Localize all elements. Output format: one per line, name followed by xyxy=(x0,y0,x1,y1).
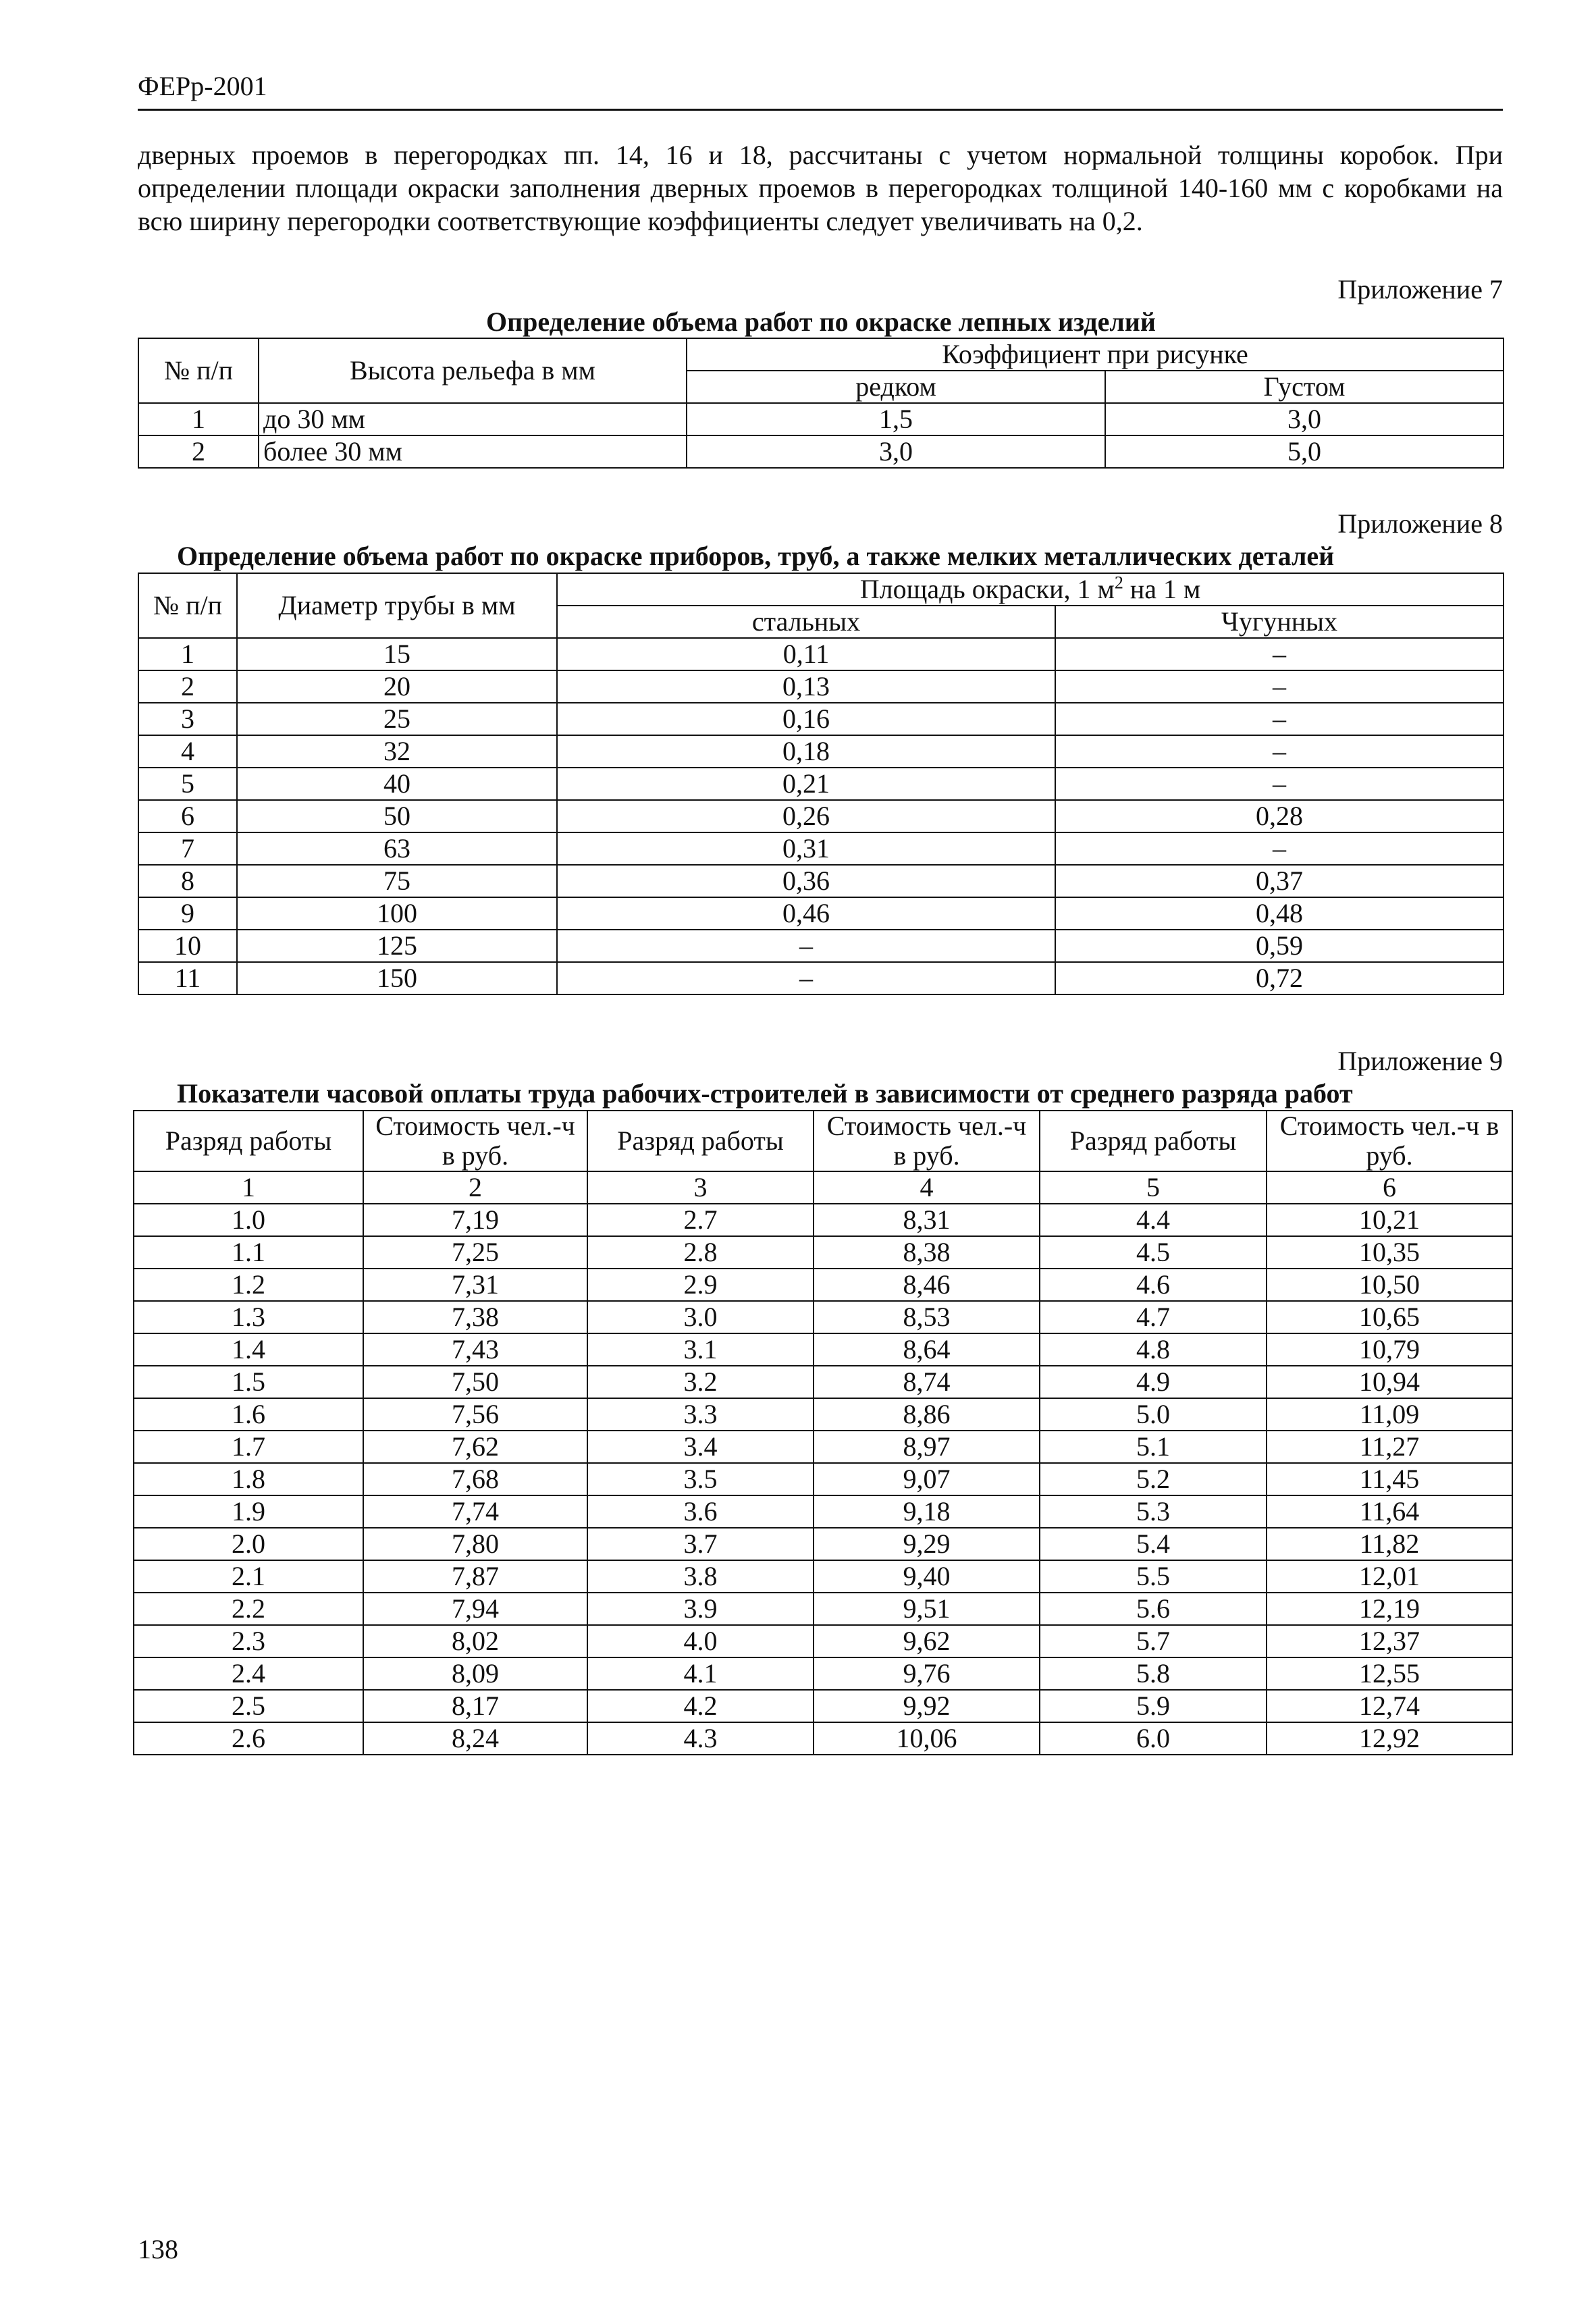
cell-rare: 3,0 xyxy=(687,435,1105,468)
cell-grade: 5.3 xyxy=(1040,1495,1267,1528)
cell-number: 1 xyxy=(138,403,259,435)
cell-cost: 8,97 xyxy=(814,1431,1040,1463)
col-header-steel: стальных xyxy=(557,606,1055,638)
cell-cost: 7,31 xyxy=(363,1269,587,1301)
appendix-8-label: Приложение 8 xyxy=(1337,508,1503,539)
column-number: 1 xyxy=(134,1171,363,1204)
col-header-painting-area: Площадь окраски, 1 $м^2$ на 1 м xyxy=(557,573,1504,606)
cell-grade: 3.8 xyxy=(587,1560,814,1593)
cell-grade: 5.2 xyxy=(1040,1463,1267,1495)
cell-grade: 5.9 xyxy=(1040,1690,1267,1722)
column-number: 6 xyxy=(1267,1171,1512,1204)
cell-dense: 3,0 xyxy=(1105,403,1504,435)
column-number: 2 xyxy=(363,1171,587,1204)
cell-grade: 1.3 xyxy=(134,1301,363,1333)
cell-steel: – xyxy=(557,962,1055,994)
table-row xyxy=(134,1528,1512,1560)
cell-cost: 8,24 xyxy=(363,1722,587,1755)
cell-cost: 11,82 xyxy=(1267,1528,1512,1560)
cell-grade: 5.0 xyxy=(1040,1398,1267,1431)
cell-cost: 8,74 xyxy=(814,1366,1040,1398)
cell-grade: 6.0 xyxy=(1040,1722,1267,1755)
col-header-cost-2: Стоимость чел.-ч в руб. xyxy=(814,1111,1040,1171)
cell-steel: 0,16 xyxy=(557,703,1055,735)
cell-cost: 12,55 xyxy=(1267,1657,1512,1690)
cell-cost: 7,87 xyxy=(363,1560,587,1593)
cell-cast-iron: – xyxy=(1055,703,1504,735)
cell-cost: 7,38 xyxy=(363,1301,587,1333)
cell-cost: 7,50 xyxy=(363,1366,587,1398)
cell-grade: 2.2 xyxy=(134,1593,363,1625)
cell-cost: 7,80 xyxy=(363,1528,587,1560)
cell-cost: 8,38 xyxy=(814,1236,1040,1269)
table-row xyxy=(138,638,1504,670)
cell-grade: 1.2 xyxy=(134,1269,363,1301)
table-row xyxy=(138,897,1504,930)
cell-grade: 4.5 xyxy=(1040,1236,1267,1269)
table-row xyxy=(134,1301,1512,1333)
cell-cost: 8,17 xyxy=(363,1690,587,1722)
intro-paragraph: дверных проемов в перегородках пп. 14, 16 и 18, рассчитаны с учетом нормальной толщины коробок. При определении площади окраски заполнения дверных проемов в перегородках толщиной 140-160 мм с коробками на всю ширину перегородки соответствующие коэффициенты следует увеличивать на 0,2. xyxy=(138,140,1503,236)
table-row xyxy=(138,735,1504,768)
cell-pipe-diameter: 25 xyxy=(237,703,557,735)
cell-grade: 2.3 xyxy=(134,1625,363,1657)
table-row xyxy=(134,1463,1512,1495)
appendix-7-label: Приложение 7 xyxy=(1337,274,1503,304)
cell-cost: 10,50 xyxy=(1267,1269,1512,1301)
table-row xyxy=(134,1431,1512,1463)
cell-grade: 3.2 xyxy=(587,1366,814,1398)
cell-grade: 4.6 xyxy=(1040,1269,1267,1301)
table-row xyxy=(138,403,1504,435)
column-number: 5 xyxy=(1040,1171,1267,1204)
cell-cost: 8,09 xyxy=(363,1657,587,1690)
cell-grade: 1.8 xyxy=(134,1463,363,1495)
cell-grade: 1.7 xyxy=(134,1431,363,1463)
cell-number: 5 xyxy=(138,768,237,800)
cell-grade: 1.5 xyxy=(134,1366,363,1398)
cell-cast-iron: 0,28 xyxy=(1055,800,1504,832)
cell-cost: 8,46 xyxy=(814,1269,1040,1301)
cell-grade: 2.4 xyxy=(134,1657,363,1690)
cell-grade: 3.7 xyxy=(587,1528,814,1560)
cell-steel: 0,26 xyxy=(557,800,1055,832)
cell-grade: 2.9 xyxy=(587,1269,814,1301)
cell-cost: 7,25 xyxy=(363,1236,587,1269)
table-row xyxy=(138,930,1504,962)
table-row xyxy=(138,962,1504,994)
appendix-9-title: Показатели часовой оплаты труда рабочих-строителей в зависимости от среднего разряда работ xyxy=(177,1078,1353,1109)
column-number: 4 xyxy=(814,1171,1040,1204)
cell-cost: 9,18 xyxy=(814,1495,1040,1528)
table-row xyxy=(138,768,1504,800)
cell-grade: 1.6 xyxy=(134,1398,363,1431)
table-row xyxy=(134,1204,1512,1236)
cell-number: 7 xyxy=(138,832,237,865)
cell-cost: 12,01 xyxy=(1267,1560,1512,1593)
cell-pipe-diameter: 15 xyxy=(237,638,557,670)
table-row xyxy=(134,1722,1512,1755)
cell-pipe-diameter: 32 xyxy=(237,735,557,768)
cell-grade: 2.1 xyxy=(134,1560,363,1593)
cell-grade: 3.3 xyxy=(587,1398,814,1431)
cell-number: 9 xyxy=(138,897,237,930)
cell-grade: 5.4 xyxy=(1040,1528,1267,1560)
page-number: 138 xyxy=(138,2234,178,2264)
col-header-cast-iron: Чугунных xyxy=(1055,606,1504,638)
cell-cost: 7,68 xyxy=(363,1463,587,1495)
cell-grade: 3.5 xyxy=(587,1463,814,1495)
table-row xyxy=(134,1398,1512,1431)
cell-grade: 1.1 xyxy=(134,1236,363,1269)
cell-number: 3 xyxy=(138,703,237,735)
cell-grade: 1.0 xyxy=(134,1204,363,1236)
cell-number: 6 xyxy=(138,800,237,832)
cell-number: 1 xyxy=(138,638,237,670)
cell-grade: 5.5 xyxy=(1040,1560,1267,1593)
cell-grade: 4.9 xyxy=(1040,1366,1267,1398)
column-number-row xyxy=(134,1171,1512,1204)
cell-cost: 11,64 xyxy=(1267,1495,1512,1528)
cell-pipe-diameter: 125 xyxy=(237,930,557,962)
table-row xyxy=(138,435,1504,468)
col-header-dense: Густом xyxy=(1105,371,1504,403)
cell-number: 2 xyxy=(138,435,259,468)
cell-grade: 2.0 xyxy=(134,1528,363,1560)
cell-grade: 2.7 xyxy=(587,1204,814,1236)
cell-cost: 11,45 xyxy=(1267,1463,1512,1495)
cell-pipe-diameter: 63 xyxy=(237,832,557,865)
cell-relief-height: до 30 мм xyxy=(259,403,687,435)
cell-grade: 4.0 xyxy=(587,1625,814,1657)
cell-number: 8 xyxy=(138,865,237,897)
cell-cast-iron: – xyxy=(1055,832,1504,865)
cell-cost: 12,19 xyxy=(1267,1593,1512,1625)
table-row xyxy=(134,1495,1512,1528)
cell-cost: 9,51 xyxy=(814,1593,1040,1625)
col-header-coefficient: Коэффициент при рисунке xyxy=(687,338,1504,371)
table-row xyxy=(138,670,1504,703)
cell-cost: 9,62 xyxy=(814,1625,1040,1657)
pipe-painting-table xyxy=(138,573,1504,995)
cell-cost: 7,74 xyxy=(363,1495,587,1528)
table-row xyxy=(134,1333,1512,1366)
cell-steel: 0,13 xyxy=(557,670,1055,703)
cell-pipe-diameter: 75 xyxy=(237,865,557,897)
cell-grade: 5.6 xyxy=(1040,1593,1267,1625)
cell-cost: 7,56 xyxy=(363,1398,587,1431)
cell-cost: 11,09 xyxy=(1267,1398,1512,1431)
cell-grade: 2.5 xyxy=(134,1690,363,1722)
cell-cost: 10,94 xyxy=(1267,1366,1512,1398)
table-row xyxy=(134,1625,1512,1657)
cell-steel: 0,11 xyxy=(557,638,1055,670)
cell-pipe-diameter: 20 xyxy=(237,670,557,703)
cell-cost: 10,35 xyxy=(1267,1236,1512,1269)
cell-cost: 8,02 xyxy=(363,1625,587,1657)
cell-cost: 7,43 xyxy=(363,1333,587,1366)
cell-cost: 11,27 xyxy=(1267,1431,1512,1463)
cell-cost: 7,19 xyxy=(363,1204,587,1236)
appendix-8-title: Определение объема работ по окраске приборов, труб, а также мелких металлических деталей xyxy=(177,541,1335,571)
cell-grade: 5.7 xyxy=(1040,1625,1267,1657)
table-row xyxy=(138,800,1504,832)
cell-grade: 4.1 xyxy=(587,1657,814,1690)
cell-grade: 5.1 xyxy=(1040,1431,1267,1463)
cell-dense: 5,0 xyxy=(1105,435,1504,468)
cell-cast-iron: 0,48 xyxy=(1055,897,1504,930)
cell-number: 4 xyxy=(138,735,237,768)
cell-cost: 10,21 xyxy=(1267,1204,1512,1236)
cell-steel: 0,21 xyxy=(557,768,1055,800)
cell-cost: 12,37 xyxy=(1267,1625,1512,1657)
cell-cost: 12,92 xyxy=(1267,1722,1512,1755)
col-header-grade-1: Разряд работы xyxy=(134,1111,363,1171)
col-header-relief-height: Высота рельефа в мм xyxy=(259,338,687,403)
cell-cast-iron: – xyxy=(1055,735,1504,768)
cell-grade: 3.0 xyxy=(587,1301,814,1333)
cell-rare: 1,5 xyxy=(687,403,1105,435)
cell-cast-iron: – xyxy=(1055,638,1504,670)
cell-steel: 0,46 xyxy=(557,897,1055,930)
cell-pipe-diameter: 100 xyxy=(237,897,557,930)
col-header-rare: редком xyxy=(687,371,1105,403)
cell-grade: 4.2 xyxy=(587,1690,814,1722)
cell-steel: 0,31 xyxy=(557,832,1055,865)
cell-cast-iron: – xyxy=(1055,670,1504,703)
cell-grade: 1.4 xyxy=(134,1333,363,1366)
cell-steel: – xyxy=(557,930,1055,962)
table-row xyxy=(134,1560,1512,1593)
col-header-number: № п/п xyxy=(138,573,237,638)
col-header-grade-2: Разряд работы xyxy=(587,1111,814,1171)
cell-cost: 7,94 xyxy=(363,1593,587,1625)
cell-grade: 3.9 xyxy=(587,1593,814,1625)
cell-cost: 9,40 xyxy=(814,1560,1040,1593)
cell-relief-height: более 30 мм xyxy=(259,435,687,468)
cell-cost: 10,79 xyxy=(1267,1333,1512,1366)
table-row xyxy=(134,1657,1512,1690)
cell-cost: 9,92 xyxy=(814,1690,1040,1722)
cell-cost: 9,29 xyxy=(814,1528,1040,1560)
cell-pipe-diameter: 150 xyxy=(237,962,557,994)
cell-cast-iron: – xyxy=(1055,768,1504,800)
document-code: ФЕРр-2001 xyxy=(138,71,267,101)
col-header-cost-1: Стоимость чел.-ч в руб. xyxy=(363,1111,587,1171)
cell-number: 10 xyxy=(138,930,237,962)
cell-grade: 4.7 xyxy=(1040,1301,1267,1333)
cell-cost: 8,53 xyxy=(814,1301,1040,1333)
table-row xyxy=(134,1690,1512,1722)
col-header-pipe-diameter: Диаметр трубы в мм xyxy=(237,573,557,638)
appendix-9-label: Приложение 9 xyxy=(1337,1046,1503,1076)
table-row xyxy=(134,1593,1512,1625)
cell-number: 2 xyxy=(138,670,237,703)
appendix-7-title: Определение объема работ по окраске лепных изделий xyxy=(486,307,1156,337)
cell-steel: 0,18 xyxy=(557,735,1055,768)
cell-number: 11 xyxy=(138,962,237,994)
cell-cast-iron: 0,72 xyxy=(1055,962,1504,994)
cell-grade: 2.8 xyxy=(587,1236,814,1269)
cell-grade: 2.6 xyxy=(134,1722,363,1755)
cell-grade: 3.6 xyxy=(587,1495,814,1528)
cell-cost: 7,62 xyxy=(363,1431,587,1463)
col-header-number: № п/п xyxy=(138,338,259,403)
table-row xyxy=(134,1366,1512,1398)
table-row xyxy=(138,832,1504,865)
cell-pipe-diameter: 50 xyxy=(237,800,557,832)
cell-pipe-diameter: 40 xyxy=(237,768,557,800)
cell-cast-iron: 0,59 xyxy=(1055,930,1504,962)
cell-cost: 9,76 xyxy=(814,1657,1040,1690)
cell-cost: 8,64 xyxy=(814,1333,1040,1366)
cell-cost: 10,06 xyxy=(814,1722,1040,1755)
cell-grade: 3.1 xyxy=(587,1333,814,1366)
cell-grade: 5.8 xyxy=(1040,1657,1267,1690)
hourly-wage-table xyxy=(133,1110,1513,1755)
cell-grade: 4.4 xyxy=(1040,1204,1267,1236)
cell-grade: 4.3 xyxy=(587,1722,814,1755)
table-row xyxy=(138,703,1504,735)
cell-cost: 9,07 xyxy=(814,1463,1040,1495)
cell-grade: 1.9 xyxy=(134,1495,363,1528)
cell-steel: 0,36 xyxy=(557,865,1055,897)
relief-coefficient-table xyxy=(138,338,1504,469)
cell-grade: 4.8 xyxy=(1040,1333,1267,1366)
cell-cost: 8,86 xyxy=(814,1398,1040,1431)
table-row xyxy=(134,1236,1512,1269)
col-header-cost-3: Стоимость чел.-ч в руб. xyxy=(1267,1111,1512,1171)
header-rule xyxy=(138,109,1503,111)
table-row xyxy=(138,865,1504,897)
cell-cost: 10,65 xyxy=(1267,1301,1512,1333)
cell-grade: 3.4 xyxy=(587,1431,814,1463)
cell-cost: 12,74 xyxy=(1267,1690,1512,1722)
column-number: 3 xyxy=(587,1171,814,1204)
cell-cast-iron: 0,37 xyxy=(1055,865,1504,897)
table-row xyxy=(134,1269,1512,1301)
col-header-grade-3: Разряд работы xyxy=(1040,1111,1267,1171)
cell-cost: 8,31 xyxy=(814,1204,1040,1236)
